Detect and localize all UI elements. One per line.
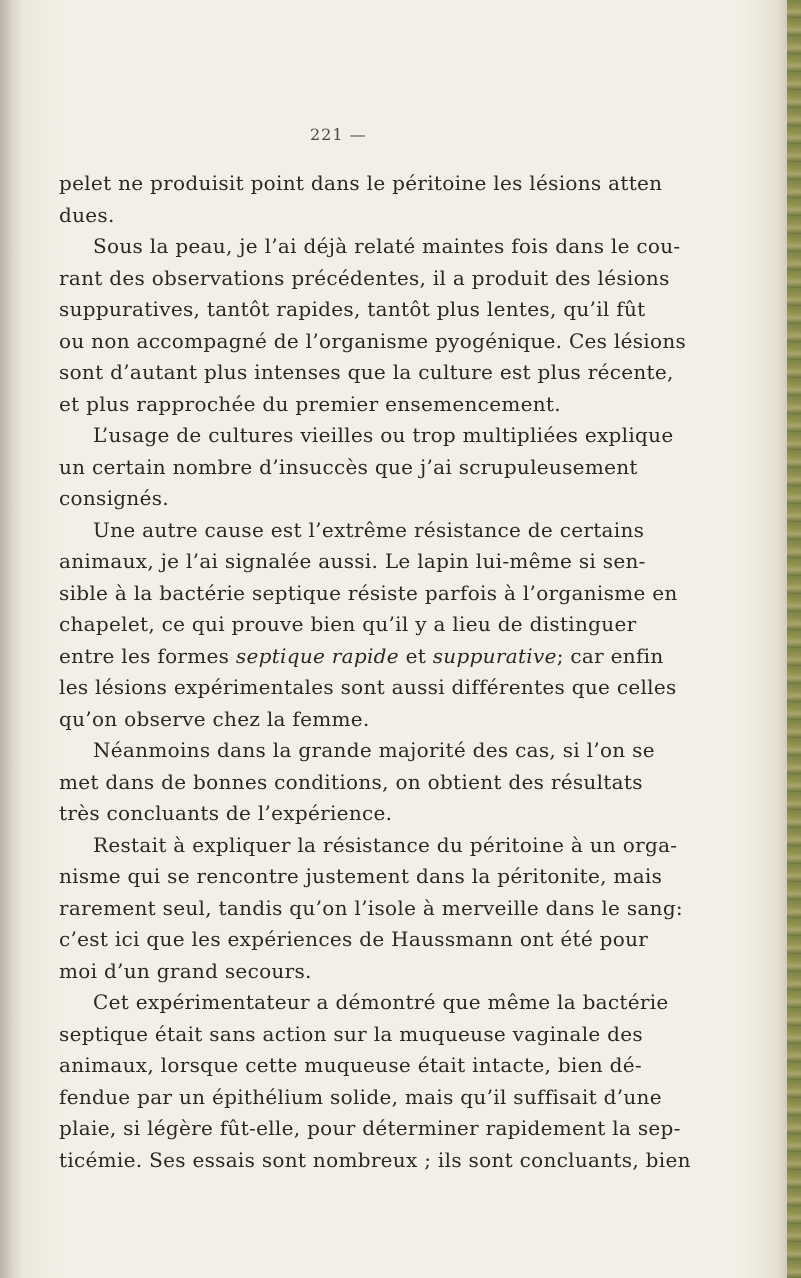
- text-line: Sous la peau, je l’ai déjà relaté maintes fois dans le cou-: [93, 234, 681, 258]
- text-line: septique était sans action sur la muqueuse vaginale des: [59, 1021, 643, 1046]
- text-line: animaux, je l’ai signalée aussi. Le lapin lui-même si sen-: [59, 549, 646, 573]
- text-line: animaux, lorsque cette muqueuse était intacte, bien dé-: [59, 1053, 642, 1077]
- text-line: Une autre cause est l’extrême résistance de certains: [93, 517, 645, 542]
- italic-term: suppurative: [432, 643, 557, 668]
- text-line: plaie, si légère fût-elle, pour déterminer rapidement la sep-: [59, 1116, 681, 1140]
- text-line-mixed: [59, 641, 759, 673]
- text-line: chapelet, ce qui prouve bien qu’il y a lieu de distinguer: [59, 612, 637, 636]
- text-line: L’usage de cultures vieilles ou trop multipliées explique: [93, 423, 674, 447]
- text-line: ticémie. Ses essais sont nombreux ; ils sont concluants, bien: [59, 1147, 691, 1172]
- text-line: ou non accompagné de l’organisme pyogénique. Ces lésions: [59, 328, 687, 353]
- text-line: c’est ici que les expériences de Haussmann ont été pour: [59, 927, 649, 951]
- text-line: sont d’autant plus intenses que la culture est plus récente,: [59, 360, 674, 384]
- text-line: rarement seul, tandis qu’on l’isole à merveille dans le sang:: [59, 895, 683, 920]
- text-line: et plus rapprochée du premier ensemencement.: [59, 391, 561, 416]
- text-line: nisme qui se rencontre justement dans la péritonite, mais: [59, 864, 663, 888]
- page-edge: [787, 0, 801, 1278]
- text-line: suppuratives, tantôt rapides, tantôt plus lentes, qu’il fût: [59, 297, 646, 321]
- text-line: dues.: [59, 202, 115, 227]
- text-line: fendue par un épithélium solide, mais qu’il suffisait d’une: [59, 1084, 662, 1109]
- text-line: Néanmoins dans la grande majorité des cas, si l’on se: [93, 738, 655, 762]
- text-line: met dans de bonnes conditions, on obtient des résultats: [59, 769, 643, 794]
- text-fragment: ; car enfin: [556, 643, 664, 668]
- page-number: 221 —: [310, 125, 367, 144]
- text-line: pelet ne produisit point dans le péritoine les lésions atten: [59, 171, 663, 195]
- text-line: Restait à expliquer la résistance du péritoine à un orga-: [93, 832, 678, 857]
- text-line: Cet expérimentateur a démontré que même la bactérie: [93, 990, 669, 1014]
- body-text: [59, 168, 759, 1176]
- text-fragment: et: [398, 643, 433, 668]
- text-line: sible à la bactérie septique résiste parfois à l’organisme en: [59, 580, 678, 605]
- text-line: rant des observations précédentes, il a produit des lésions: [59, 265, 670, 290]
- text-line: les lésions expérimentales sont aussi différentes que celles: [59, 675, 677, 699]
- text-line: un certain nombre d’insuccès que j’ai scrupuleusement: [59, 454, 638, 479]
- text-line: très concluants de l’expérience.: [59, 801, 393, 825]
- text-line: qu’on observe chez la femme.: [59, 706, 370, 731]
- text-line: moi d’un grand secours.: [59, 958, 312, 983]
- text-line: consignés.: [59, 486, 169, 510]
- text-fragment: entre les formes: [59, 643, 236, 668]
- italic-term: septique rapide: [235, 643, 399, 668]
- page-gutter-shadow: [0, 0, 22, 1278]
